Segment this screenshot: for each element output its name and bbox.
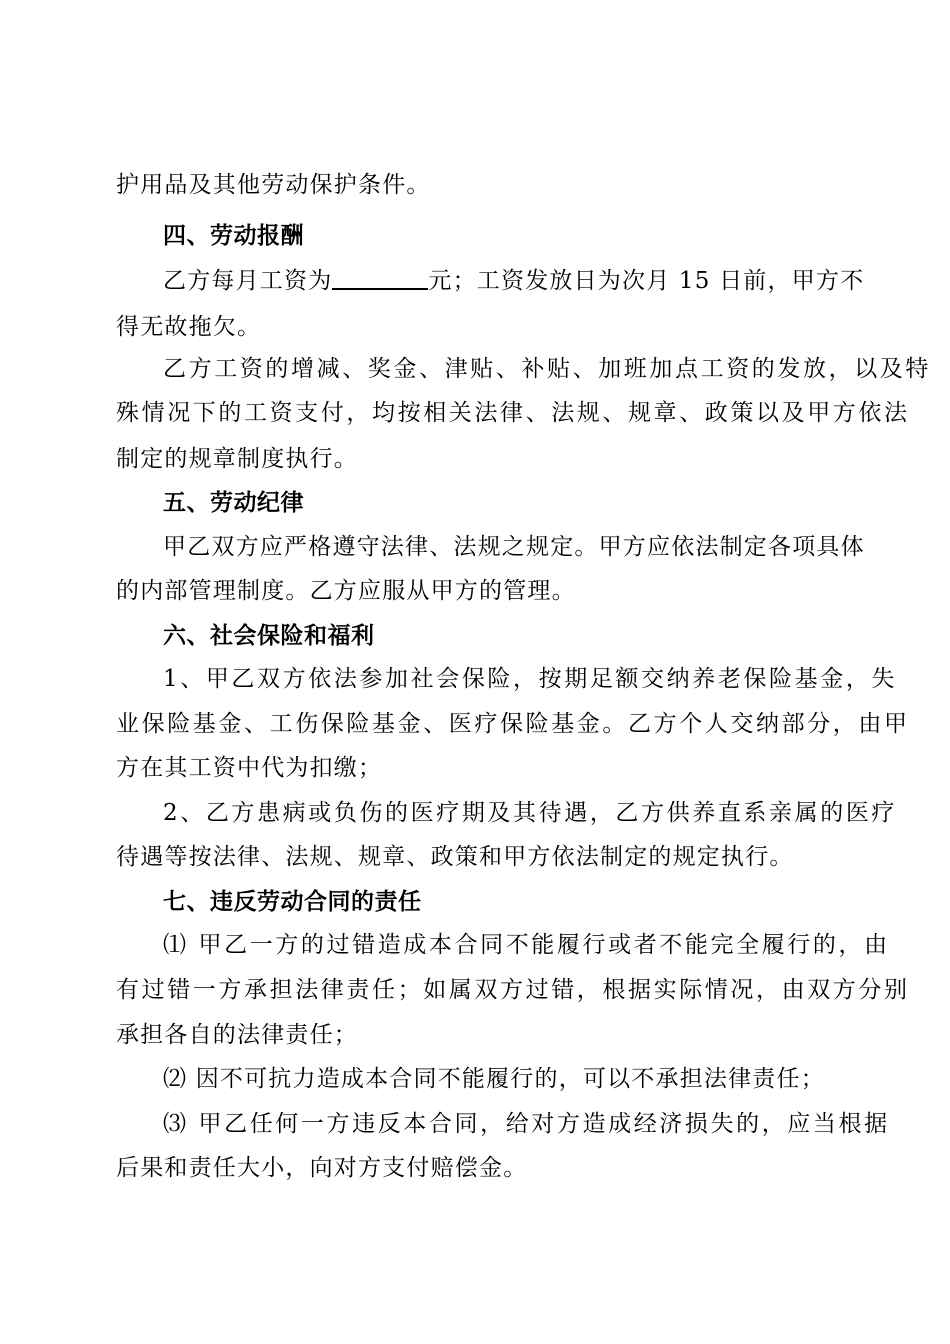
- salary-blank-field[interactable]: [332, 266, 428, 290]
- section-heading-remuneration: 四、劳动报酬: [163, 223, 304, 249]
- paragraph-line: 殊情况下的工资支付，均按相关法律、法规、规章、政策以及甲方依法: [116, 400, 910, 426]
- section-heading-discipline: 五、劳动纪律: [163, 490, 304, 516]
- paragraph-line: 得无故拖欠。: [116, 314, 262, 340]
- paragraph-line: 方在其工资中代为扣缴；: [116, 755, 383, 781]
- paragraph-line: ⑶ 甲乙任何一方违反本合同，给对方造成经济损失的，应当根据: [163, 1111, 890, 1137]
- paragraph-line: ⑵ 因不可抗力造成本合同不能履行的，可以不承担法律责任；: [163, 1066, 825, 1092]
- paragraph-line: 甲乙双方应严格遵守法律、法规之规定。甲方应依法制定各项具体: [163, 534, 865, 560]
- paragraph-line: 后果和责任大小，向对方支付赔偿金。: [116, 1155, 528, 1181]
- section-heading-insurance: 六、社会保险和福利: [163, 623, 375, 649]
- salary-text-after: 元；工资发放日为次月 15 日前，甲方不: [428, 268, 865, 294]
- paragraph-line: ⑴ 甲乙一方的过错造成本合同不能履行或者不能完全履行的，由: [163, 932, 890, 958]
- paragraph-line: 制定的规章制度执行。: [116, 446, 358, 472]
- paragraph-line: 护用品及其他劳动保护条件。: [116, 172, 431, 198]
- section-heading-liability: 七、违反劳动合同的责任: [163, 889, 422, 915]
- salary-text-before: 乙方每月工资为: [163, 268, 333, 294]
- paragraph-line: 乙方工资的增减、奖金、津贴、补贴、加班加点工资的发放，以及特: [163, 356, 931, 382]
- paragraph-line: 待遇等按法律、法规、规章、政策和甲方依法制定的规定执行。: [116, 844, 794, 870]
- paragraph-line: 的内部管理制度。乙方应服从甲方的管理。: [116, 578, 576, 604]
- paragraph-line: 有过错一方承担法律责任；如属双方过错，根据实际情况，由双方分别: [116, 977, 910, 1003]
- paragraph-line: 业保险基金、工伤保险基金、医疗保险基金。乙方个人交纳部分，由甲: [116, 711, 910, 737]
- paragraph-line: [163, 266, 864, 296]
- paragraph-line: 2、乙方患病或负伤的医疗期及其待遇，乙方供养直系亲属的医疗: [163, 800, 898, 826]
- paragraph-line: 1、甲乙双方依法参加社会保险，按期足额交纳养老保险基金，失: [163, 666, 898, 692]
- paragraph-line: 承担各自的法律责任；: [116, 1022, 358, 1048]
